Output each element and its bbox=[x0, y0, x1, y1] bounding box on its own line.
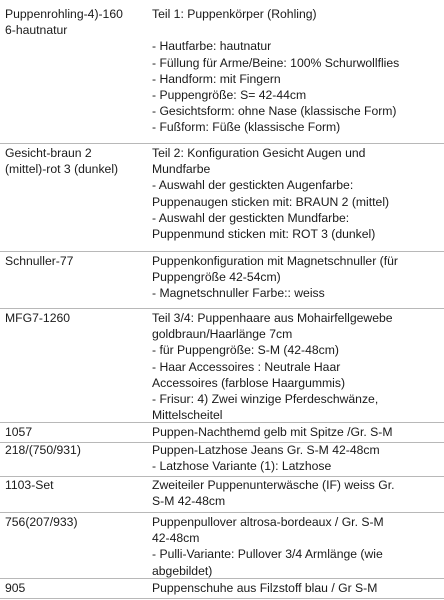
description-line: Puppenschuhe aus Filzstoff blau / Gr S-M bbox=[152, 581, 378, 595]
item-description bbox=[152, 145, 442, 242]
description-line: - Puppengröße: S= 42-44cm bbox=[152, 87, 307, 102]
item-code: Schnuller-77 bbox=[5, 254, 74, 268]
item-code: 1103-Set bbox=[5, 478, 54, 492]
description-line: - Gesichtsform: ohne Nase (klassische Form) bbox=[152, 104, 397, 119]
description-line: Accessoires (farblose Haargummis) bbox=[152, 375, 346, 390]
description-line: S-M 42-48cm bbox=[152, 494, 226, 509]
description-line: Puppenpullover altrosa-bordeaux / Gr. S-M bbox=[152, 515, 384, 529]
description-line: Puppen-Nachthemd gelb mit Spitze /Gr. S-M bbox=[152, 425, 393, 439]
description-line bbox=[152, 22, 442, 38]
item-code: 218/(750/931) bbox=[5, 443, 81, 457]
description-line: - Magnetschnuller Farbe:: weiss bbox=[152, 286, 325, 301]
table-row bbox=[0, 514, 444, 579]
item-description bbox=[152, 514, 442, 579]
description-line: 42-48cm bbox=[152, 531, 200, 546]
description-line: Teil 2: Konfiguration Gesicht Augen und bbox=[152, 146, 366, 160]
description-line: - Frisur: 4) Zwei winzige Pferdeschwänze, bbox=[152, 391, 379, 406]
item-description bbox=[152, 580, 442, 596]
description-line: goldbraun/Haarlänge 7cm bbox=[152, 327, 293, 342]
description-line: Puppengröße 42-54cm) bbox=[152, 270, 281, 285]
description-line: - Pulli-Variante: Pullover 3/4 Armlänge (wie bbox=[152, 547, 383, 562]
description-line: abgebildet) bbox=[152, 563, 213, 578]
description-line: - Auswahl der gestickten Mundfarbe: bbox=[152, 210, 350, 225]
description-line: Teil 3/4: Puppenhaare aus Mohairfellgewebe bbox=[152, 311, 393, 325]
table-row bbox=[0, 145, 444, 252]
table-row bbox=[0, 310, 444, 423]
description-line: Mittelscheitel bbox=[152, 408, 223, 423]
item-code: 756(207/933) bbox=[5, 515, 78, 529]
description-line: - Auswahl der gestickten Augenfarbe: bbox=[152, 178, 354, 193]
table-row bbox=[0, 253, 444, 309]
item-description bbox=[152, 477, 442, 509]
table-row bbox=[0, 6, 444, 144]
item-description bbox=[152, 6, 442, 136]
description-line: - Hautfarbe: hautnatur bbox=[152, 39, 272, 54]
description-line: Puppenmund sticken mit: ROT 3 (dunkel) bbox=[152, 226, 376, 241]
item-code: Gesicht-braun 2 (mittel)-rot 3 (dunkel) bbox=[5, 146, 119, 177]
item-code: 905 bbox=[5, 581, 26, 595]
description-line: - Latzhose Variante (1): Latzhose bbox=[152, 459, 332, 474]
item-code: 1057 bbox=[5, 425, 33, 439]
description-line: - Füllung für Arme/Beine: 100% Schurwollflies bbox=[152, 55, 400, 70]
table-row bbox=[0, 580, 444, 599]
description-line: Mundfarbe bbox=[152, 162, 211, 177]
description-line: - Handform: mit Fingern bbox=[152, 71, 281, 86]
description-line: Zweiteiler Puppenunterwäsche (IF) weiss Gr. bbox=[152, 478, 395, 492]
item-description bbox=[152, 424, 442, 440]
description-line: - Haar Accessoires : Neutrale Haar bbox=[152, 359, 341, 374]
description-line: Puppenkonfiguration mit Magnetschnuller (für bbox=[152, 254, 398, 268]
description-line: Puppenaugen sticken mit: BRAUN 2 (mittel) bbox=[152, 194, 390, 209]
description-line: - Fußform: Füße (klassische Form) bbox=[152, 120, 341, 135]
item-description bbox=[152, 310, 442, 423]
description-line: Puppen-Latzhose Jeans Gr. S-M 42-48cm bbox=[152, 443, 380, 457]
table-row bbox=[0, 442, 444, 477]
table-row bbox=[0, 477, 444, 513]
description-line: - für Puppengröße: S-M (42-48cm) bbox=[152, 343, 339, 358]
item-code: MFG7-1260 bbox=[5, 311, 71, 325]
item-description bbox=[152, 253, 442, 302]
table-row bbox=[0, 424, 444, 443]
item-code: Puppenrohling-4)-160 6-hautnatur bbox=[5, 7, 123, 38]
description-line: Teil 1: Puppenkörper (Rohling) bbox=[152, 7, 317, 21]
item-description bbox=[152, 442, 442, 474]
